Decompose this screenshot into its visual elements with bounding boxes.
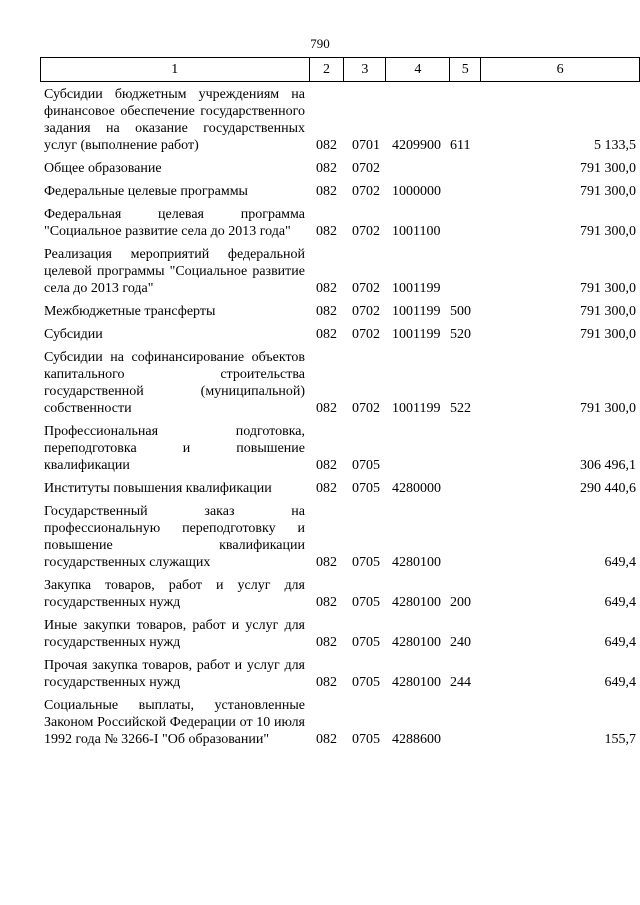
- row-amount: 791 300,0: [580, 304, 636, 319]
- row-amount: 791 300,0: [580, 281, 636, 296]
- row-code-section: 0702: [352, 327, 380, 342]
- row-name: Закупка товаров, работ и услуг для государственных нужд: [44, 578, 305, 610]
- row-code-target: 4280000: [392, 481, 441, 496]
- row-code-ministry: 082: [316, 281, 337, 296]
- row-code-ministry: 082: [316, 184, 337, 199]
- row-code-expense-type: [450, 423, 481, 480]
- row-code-ministry: 082: [316, 595, 337, 610]
- row-name: Субсидии: [44, 327, 103, 342]
- row-code-expense-type: 520: [450, 327, 471, 342]
- row-name: Реализация мероприятий федеральной целевой программы "Социальное развитие села до 2013 года": [44, 247, 305, 296]
- row-code-ministry: 082: [316, 401, 337, 416]
- row-code-expense-type: [450, 697, 481, 754]
- row-code-ministry: 082: [316, 224, 337, 239]
- row-name: Институты повышения квалификации: [44, 481, 272, 496]
- table-row: [40, 577, 640, 617]
- column-header-table: [40, 57, 640, 82]
- row-name: Социальные выплаты, установленные Законом Российской Федерации от 10 июля 1992 года № 3266-I "Об образовании": [44, 698, 305, 747]
- row-code-target: 1001199: [392, 327, 441, 342]
- row-code-expense-type: [450, 183, 481, 206]
- row-code-target: 4280100: [392, 635, 441, 650]
- row-code-section: 0702: [352, 161, 380, 176]
- table-row: [40, 423, 640, 480]
- table-row: [40, 697, 640, 754]
- row-amount: 649,4: [604, 675, 636, 690]
- row-code-expense-type: 500: [450, 304, 471, 319]
- row-code-ministry: 082: [316, 635, 337, 650]
- table-row: [40, 206, 640, 246]
- row-code-expense-type: [450, 503, 481, 577]
- page-number: 790: [310, 36, 330, 51]
- row-amount: 791 300,0: [580, 184, 636, 199]
- table-row: [40, 349, 640, 423]
- row-name: Общее образование: [44, 161, 162, 176]
- row-name: Федеральная целевая программа "Социальное развитие села до 2013 года": [44, 207, 305, 239]
- row-code-target: 1001199: [392, 401, 441, 416]
- row-code-ministry: 082: [316, 327, 337, 342]
- row-code-expense-type: [450, 160, 481, 183]
- row-amount: 649,4: [604, 555, 636, 570]
- row-code-expense-type: [450, 480, 481, 503]
- table-row: [40, 303, 640, 326]
- row-name: Субсидии на софинансирование объектов капитального строительства государственной (муниципальной) собственности: [44, 350, 305, 416]
- row-amount: 649,4: [604, 595, 636, 610]
- row-code-section: 0705: [352, 635, 380, 650]
- row-name: Прочая закупка товаров, работ и услуг для государственных нужд: [44, 658, 305, 690]
- row-code-section: 0702: [352, 224, 380, 239]
- row-code-expense-type: 240: [450, 635, 471, 650]
- row-name: Государственный заказ на профессиональную переподготовку и повышение квалификации государственных служащих: [44, 504, 305, 570]
- table-row: [40, 480, 640, 503]
- row-amount: 306 496,1: [580, 458, 636, 473]
- row-code-section: 0705: [352, 555, 380, 570]
- row-amount: 791 300,0: [580, 401, 636, 416]
- row-code-target: 4280100: [392, 555, 441, 570]
- row-name: Субсидии бюджетным учреждениям на финансовое обеспечение государственного задания на оказание государственных услуг (выполнение работ): [44, 87, 305, 153]
- row-name: Профессиональная подготовка, переподготовка и повышение квалификации: [44, 424, 305, 473]
- row-code-expense-type: 522: [450, 401, 471, 416]
- row-code-ministry: 082: [316, 555, 337, 570]
- row-code-target: 4209900: [392, 138, 441, 153]
- column-header-3: 3: [344, 58, 386, 82]
- row-code-ministry: 082: [316, 458, 337, 473]
- row-amount: 290 440,6: [580, 481, 636, 496]
- row-name: Межбюджетные трансферты: [44, 304, 216, 319]
- column-header-2: 2: [309, 58, 344, 82]
- row-code-expense-type: 611: [450, 138, 471, 153]
- row-amount: 791 300,0: [580, 161, 636, 176]
- row-code-target: 1001100: [392, 224, 441, 239]
- row-amount: 155,7: [604, 732, 636, 747]
- row-code-expense-type: 200: [450, 595, 471, 610]
- row-code-ministry: 082: [316, 732, 337, 747]
- row-code-target: 4280100: [392, 675, 441, 690]
- row-code-ministry: 082: [316, 161, 337, 176]
- row-code-section: 0702: [352, 184, 380, 199]
- budget-table: [40, 86, 640, 754]
- table-row: [40, 160, 640, 183]
- column-header-5: 5: [450, 58, 481, 82]
- table-row: [40, 326, 640, 349]
- row-code-ministry: 082: [316, 675, 337, 690]
- row-code-target: [386, 423, 450, 480]
- column-header-6: 6: [481, 58, 640, 82]
- column-header-4: 4: [386, 58, 450, 82]
- row-code-target: 1001199: [392, 281, 441, 296]
- row-code-ministry: 082: [316, 304, 337, 319]
- row-code-ministry: 082: [316, 138, 337, 153]
- row-code-section: 0705: [352, 732, 380, 747]
- row-code-expense-type: [450, 206, 481, 246]
- row-code-target: 4280100: [392, 595, 441, 610]
- row-amount: 5 133,5: [594, 138, 636, 153]
- row-code-target: 1000000: [392, 184, 441, 199]
- table-row: [40, 183, 640, 206]
- row-code-target: [386, 160, 450, 183]
- row-code-section: 0705: [352, 481, 380, 496]
- row-code-section: 0702: [352, 281, 380, 296]
- row-code-section: 0705: [352, 675, 380, 690]
- row-code-section: 0702: [352, 304, 380, 319]
- row-code-target: 1001199: [392, 304, 441, 319]
- row-code-expense-type: 244: [450, 675, 471, 690]
- row-amount: 649,4: [604, 635, 636, 650]
- row-code-section: 0701: [352, 138, 380, 153]
- row-name: Федеральные целевые программы: [44, 184, 248, 199]
- row-code-section: 0702: [352, 401, 380, 416]
- column-header-1: 1: [41, 58, 310, 82]
- row-name: Иные закупки товаров, работ и услуг для государственных нужд: [44, 618, 305, 650]
- row-code-ministry: 082: [316, 481, 337, 496]
- row-amount: 791 300,0: [580, 327, 636, 342]
- row-code-expense-type: [450, 246, 481, 303]
- row-code-section: 0705: [352, 595, 380, 610]
- row-code-section: 0705: [352, 458, 380, 473]
- table-row: [40, 246, 640, 303]
- table-row: [40, 617, 640, 657]
- table-row: [40, 86, 640, 160]
- column-header-row: [41, 58, 640, 82]
- row-amount: 791 300,0: [580, 224, 636, 239]
- row-code-target: 4288600: [392, 732, 441, 747]
- table-row: [40, 657, 640, 697]
- table-row: [40, 503, 640, 577]
